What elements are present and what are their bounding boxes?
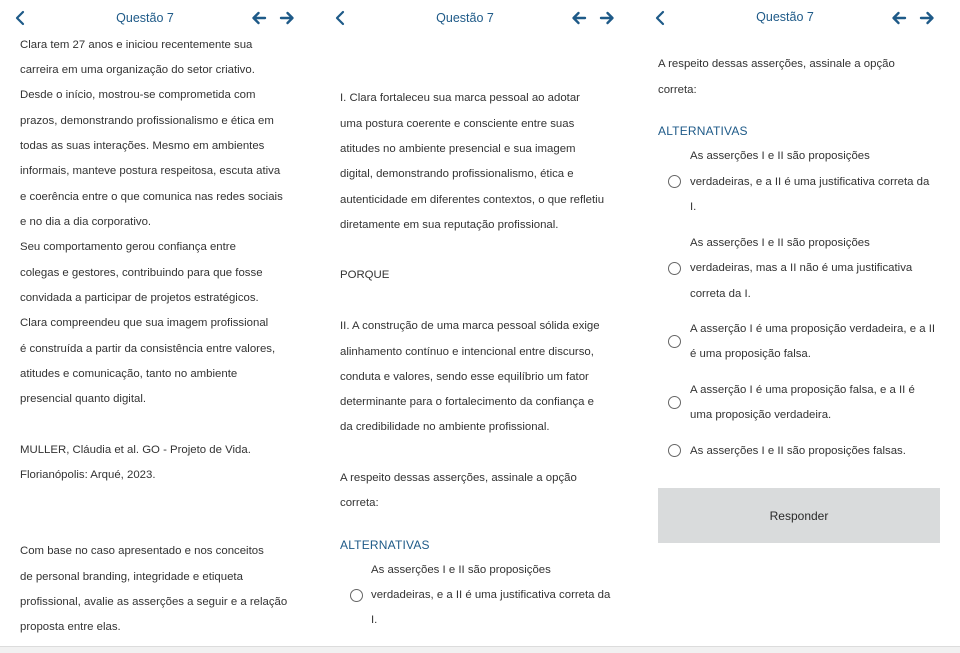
reference-line: Florianópolis: Arqué, 2023. bbox=[20, 469, 156, 481]
arrow-right-icon[interactable] bbox=[598, 9, 616, 27]
header bbox=[320, 0, 640, 36]
radio-button[interactable] bbox=[350, 589, 363, 602]
radio-button[interactable] bbox=[668, 175, 681, 188]
option-line: é uma proposição falsa. bbox=[690, 348, 811, 360]
case-text-line: Clara compreendeu que sua imagem profissional bbox=[20, 317, 269, 329]
arrow-left-icon[interactable] bbox=[890, 9, 908, 27]
assertion-line: II. A construção de uma marca pessoal sólida exige bbox=[340, 320, 600, 332]
panel-2 bbox=[320, 0, 640, 652]
header bbox=[0, 0, 320, 36]
assertion-line: digital, demonstrando profissionalismo, ética e bbox=[340, 168, 574, 180]
panel-1 bbox=[0, 0, 320, 652]
prompt-line: proposta entre elas. bbox=[20, 621, 121, 633]
case-text-line: colegas e gestores, contribuindo para que fosse bbox=[20, 267, 263, 279]
option-line: As asserções I e II são proposições bbox=[371, 564, 551, 576]
case-text-line: informais, manteve postura respeitosa, escuta ativa bbox=[20, 165, 281, 177]
assertion-line: alinhamento contínuo e intencional entre discurso, bbox=[340, 346, 594, 358]
assertion-line: uma postura coerente e consciente entre suas bbox=[340, 118, 575, 130]
case-text-line: todas as suas interações. Mesmo em ambientes bbox=[20, 140, 265, 152]
option-line: As asserções I e II são proposições bbox=[690, 150, 870, 162]
arrow-left-icon[interactable] bbox=[570, 9, 588, 27]
arrow-left-icon[interactable] bbox=[250, 9, 268, 27]
connector-text: PORQUE bbox=[340, 269, 390, 281]
option-line: verdadeiras, mas a II não é uma justificativa bbox=[690, 262, 913, 274]
alternatives-heading: ALTERNATIVAS bbox=[340, 538, 430, 552]
alternative-option[interactable] bbox=[320, 560, 640, 630]
assertion-line: da credibilidade no ambiente profissional. bbox=[340, 421, 550, 433]
assertion-line: diretamente em sua reputação profissional. bbox=[340, 219, 559, 231]
page-title: Questão 7 bbox=[116, 11, 174, 25]
case-text-line: e no dia a dia corporativo. bbox=[20, 216, 152, 228]
page-title: Questão 7 bbox=[436, 11, 494, 25]
question-line: A respeito dessas asserções, assinale a opção bbox=[658, 58, 895, 70]
prompt-line: Com base no caso apresentado e nos conceitos bbox=[20, 545, 264, 557]
page-title: Questão 7 bbox=[756, 10, 814, 24]
radio-button[interactable] bbox=[668, 396, 681, 409]
prompt-line: profissional, avalie as asserções a seguir e a relação bbox=[20, 596, 288, 608]
case-text-line: prazos, demonstrando profissionalismo e ética em bbox=[20, 115, 274, 127]
alternative-option[interactable] bbox=[640, 146, 960, 216]
radio-button[interactable] bbox=[668, 444, 681, 457]
case-text-line: presencial quanto digital. bbox=[20, 393, 147, 405]
option-line: A asserção I é uma proposição verdadeira, e a II bbox=[690, 323, 936, 335]
panel-3 bbox=[640, 0, 960, 652]
case-text-line: Seu comportamento gerou confiança entre bbox=[20, 241, 236, 253]
assertion-line: I. Clara fortaleceu sua marca pessoal ao adotar bbox=[340, 92, 580, 104]
option-line: As asserções I e II são proposições falsas. bbox=[690, 445, 906, 457]
reference-line: MULLER, Cláudia et al. GO - Projeto de Vida. bbox=[20, 444, 251, 456]
option-line: verdadeiras, e a II é uma justificativa correta da bbox=[690, 176, 930, 188]
option-line: As asserções I e II são proposições bbox=[690, 237, 870, 249]
option-line: correta da I. bbox=[690, 288, 751, 300]
alternative-option[interactable] bbox=[640, 233, 960, 303]
question-line: A respeito dessas asserções, assinale a opção bbox=[340, 472, 577, 484]
option-line: I. bbox=[690, 201, 697, 213]
assertion-line: autenticidade em diferentes contextos, o que refletiu bbox=[340, 194, 605, 206]
alternative-option[interactable] bbox=[640, 319, 960, 365]
arrow-right-icon[interactable] bbox=[278, 9, 296, 27]
assertion-line: conduta e valores, sendo esse equilíbrio um fator bbox=[340, 371, 589, 383]
alternative-option[interactable] bbox=[640, 380, 960, 426]
case-text-line: Desde o início, mostrou-se comprometida com bbox=[20, 89, 256, 101]
case-text-line: convidada a participar de projetos estratégicos. bbox=[20, 292, 259, 304]
assertion-line: atitudes no ambiente presencial e sua imagem bbox=[340, 143, 576, 155]
option-line: uma proposição verdadeira. bbox=[690, 409, 832, 421]
arrow-right-icon[interactable] bbox=[918, 9, 936, 27]
question-line: correta: bbox=[658, 84, 697, 96]
question-line: correta: bbox=[340, 497, 379, 509]
radio-button[interactable] bbox=[668, 335, 681, 348]
alternatives-heading: ALTERNATIVAS bbox=[658, 124, 748, 138]
case-text-line: carreira em uma organização do setor criativo. bbox=[20, 64, 255, 76]
prompt-line: de personal branding, integridade e etiqueta bbox=[20, 571, 243, 583]
option-line: I. bbox=[371, 614, 378, 626]
submit-button[interactable]: Responder bbox=[658, 488, 940, 543]
option-line: verdadeiras, e a II é uma justificativa correta da bbox=[371, 589, 611, 601]
case-text-line: é construída a partir da consistência entre valores, bbox=[20, 343, 276, 355]
header bbox=[640, 0, 960, 36]
alternative-option[interactable] bbox=[640, 441, 960, 463]
case-text-line: Clara tem 27 anos e iniciou recentemente sua bbox=[20, 39, 253, 51]
case-text-line: e coerência entre o que comunica nas redes sociais bbox=[20, 191, 283, 203]
case-text-line: atitudes e comunicação, tanto no ambiente bbox=[20, 368, 238, 380]
radio-button[interactable] bbox=[668, 262, 681, 275]
option-line: A asserção I é uma proposição falsa, e a II é bbox=[690, 384, 915, 396]
assertion-line: determinante para o fortalecimento da confiança e bbox=[340, 396, 594, 408]
